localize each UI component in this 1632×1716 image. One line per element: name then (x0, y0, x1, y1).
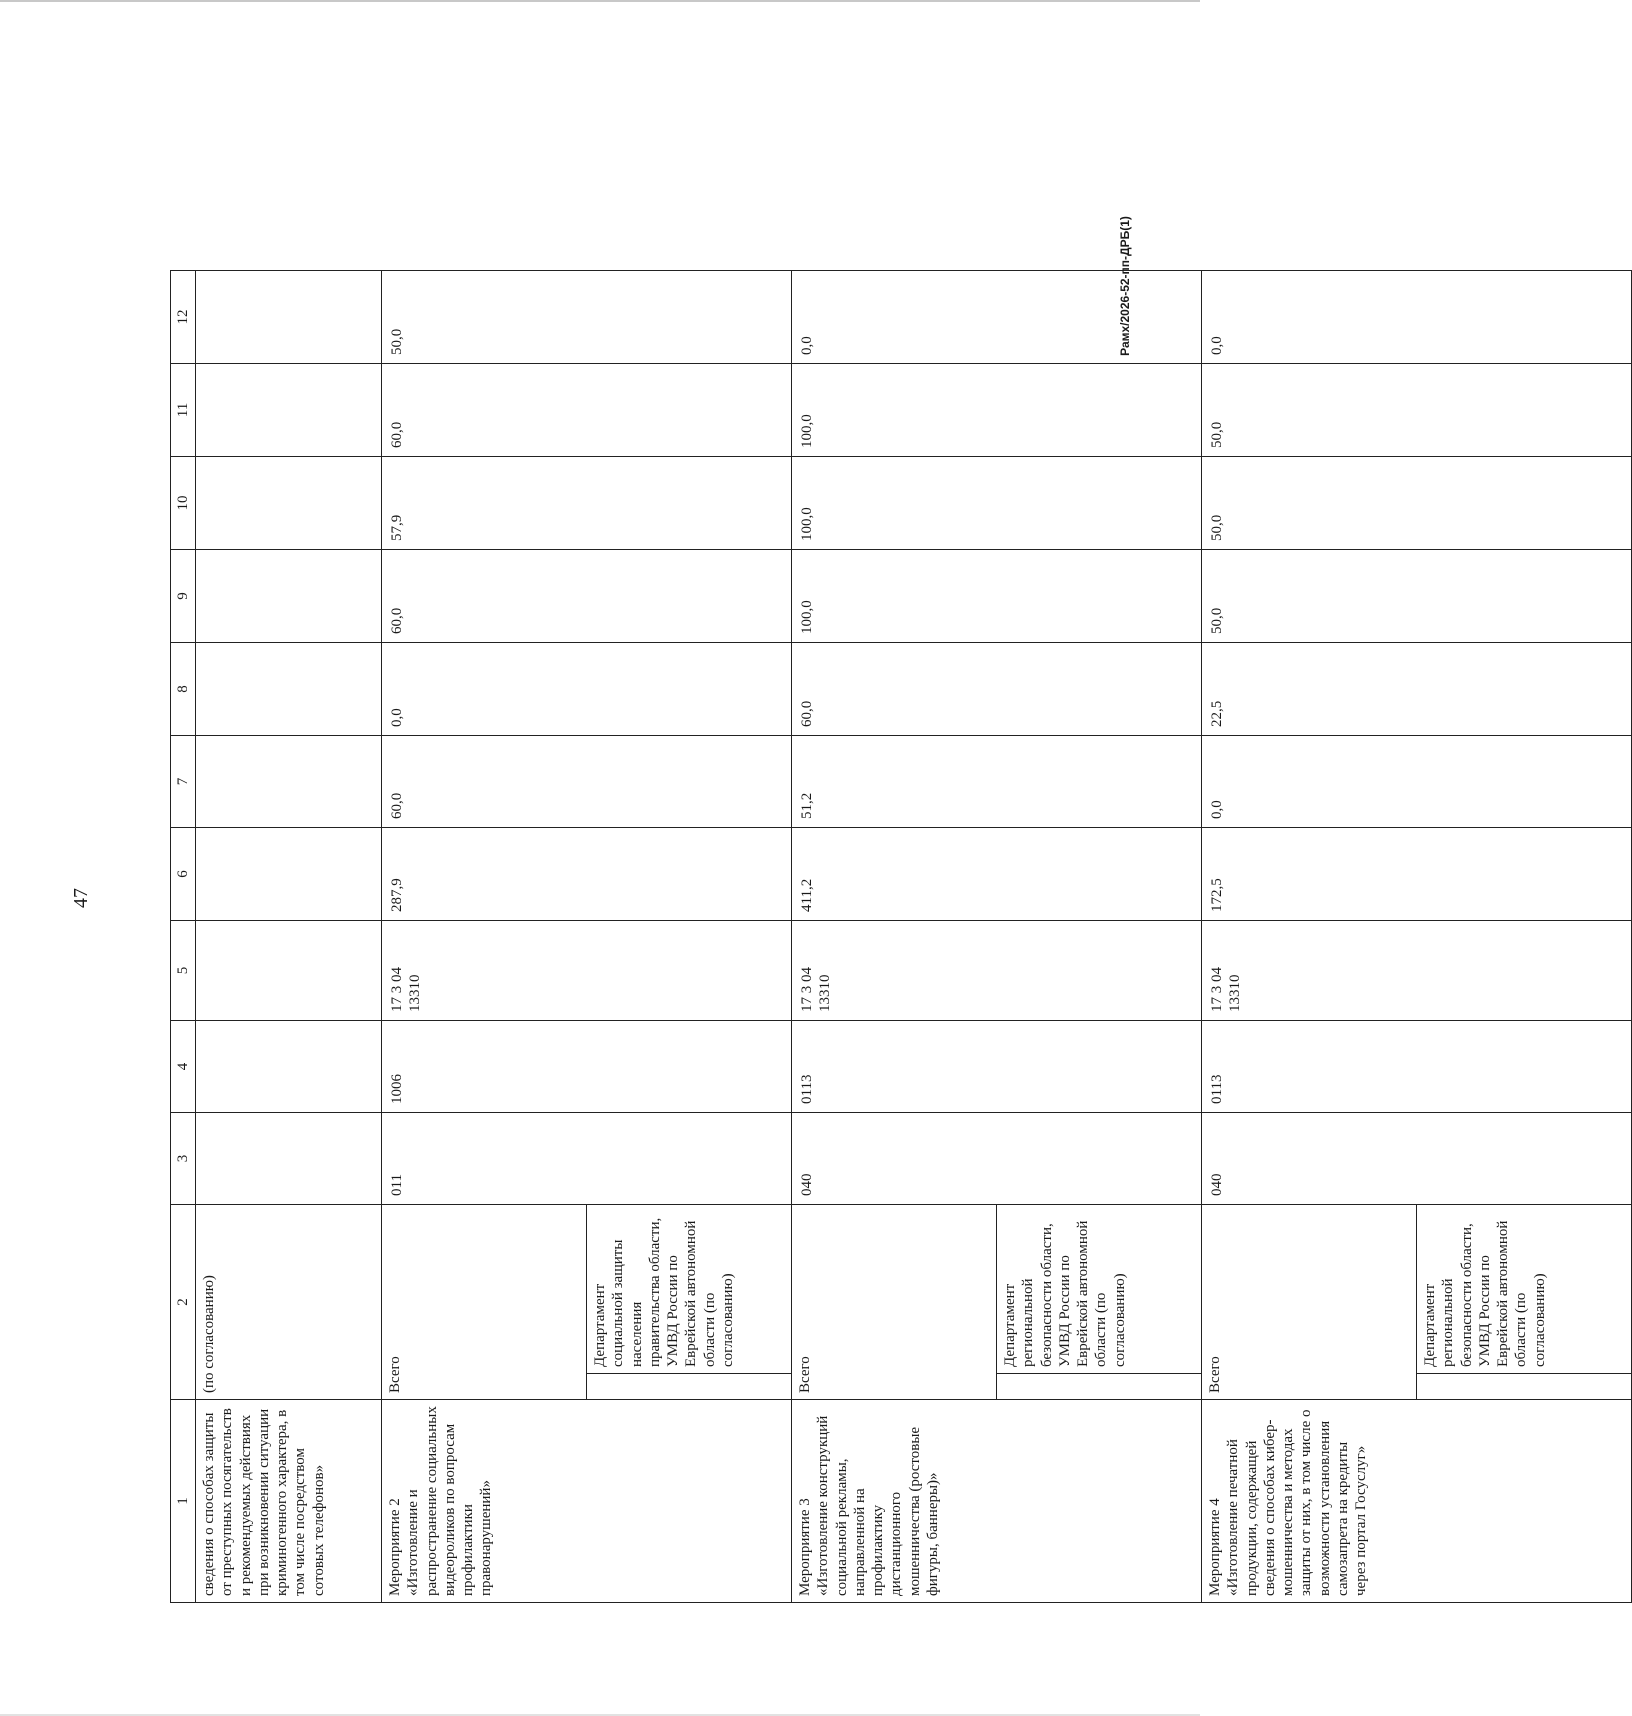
total-label: Всего (382, 1205, 587, 1399)
value-cell: 411,2 (792, 828, 1202, 921)
executor-name: Департамент региональной безопасности области, УМВД России по Еврейской автономной области (по согласованию) (997, 1205, 1202, 1399)
header-cell: 9 (171, 550, 196, 643)
value-cell: 100,0 (792, 364, 1202, 457)
document-code: Рамх/2026-52-пп-ДРБ(1) (1118, 216, 1132, 356)
header-cell: 2 (171, 1205, 196, 1400)
value-cell: 0113 (792, 1021, 1202, 1113)
executor-name: Департамент социальной защиты населения правительства области, УМВД России по Еврейской автономной области (по согласованию) (587, 1205, 792, 1399)
value-cell: 172,5 (1202, 828, 1632, 921)
value-cell: 040 (1202, 1113, 1632, 1205)
value-cell: 50,0 (1202, 550, 1632, 643)
header-cell: 8 (171, 643, 196, 736)
measure-description: Мероприятие 4 «Изготовление печатной продукции, содержащей сведения о способах кибер-мошенничества и методах защиты от них, в том числе о возможности установления самозапрета на кредиты через портал Госуслуг» (1202, 1400, 1632, 1603)
table-row (382, 271, 792, 1603)
value-cell: 50,0 (1202, 364, 1632, 457)
value-cell: 50,0 (1202, 457, 1632, 550)
executor-cell (1202, 1205, 1632, 1400)
value-cell: 0,0 (382, 643, 792, 736)
value-cell: 17 3 04 13310 (792, 921, 1202, 1021)
value-cell: 0,0 (1202, 736, 1632, 828)
value-cell (196, 1021, 382, 1113)
value-cell: 0,0 (792, 271, 1202, 364)
header-cell: 4 (171, 1021, 196, 1113)
header-cell: 1 (171, 1400, 196, 1603)
value-cell: 100,0 (792, 457, 1202, 550)
value-cell: 100,0 (792, 550, 1202, 643)
header-cell: 10 (171, 457, 196, 550)
header-cell: 12 (171, 271, 196, 364)
value-cell: 57,9 (382, 457, 792, 550)
value-cell: 17 3 04 13310 (1202, 921, 1632, 1021)
executor-subtable (1202, 1205, 1631, 1399)
value-cell: 17 3 04 13310 (382, 921, 792, 1021)
value-cell: 60,0 (382, 736, 792, 828)
executor-subtable (792, 1205, 1201, 1399)
value-cell (196, 921, 382, 1021)
value-cell (196, 457, 382, 550)
header-cell: 6 (171, 828, 196, 921)
header-row (171, 271, 196, 1603)
value-cell: 011 (382, 1113, 792, 1205)
budget-table (170, 270, 1632, 1603)
value-cell: 50,0 (382, 271, 792, 364)
value-cell: 1006 (382, 1021, 792, 1113)
value-cell: 60,0 (792, 643, 1202, 736)
table-row (1202, 271, 1632, 1603)
executor-cell (792, 1205, 1202, 1400)
value-cell (196, 828, 382, 921)
header-cell: 5 (171, 921, 196, 1021)
header-cell: 3 (171, 1113, 196, 1205)
executor-cell: (по согласованию) (196, 1205, 382, 1400)
value-cell: 0,0 (1202, 271, 1632, 364)
value-cell: 60,0 (382, 364, 792, 457)
executor-subtable (382, 1205, 791, 1399)
value-cell: 22,5 (1202, 643, 1632, 736)
page-number: 47 (70, 888, 92, 908)
value-cell (196, 643, 382, 736)
table-row (196, 271, 382, 1603)
value-cell (196, 736, 382, 828)
table-row (792, 271, 1202, 1603)
measure-description: Мероприятие 2 «Изготовление и распространение социальных видеороликов по вопросам профилактики правонарушений» (382, 1400, 792, 1603)
total-label: Всего (1202, 1205, 1417, 1399)
measure-description: сведения о способах защиты от преступных посягательств и рекомендуемых действиях при возникновении ситуации криминогенного характера, в том числе посредством сотовых телефонов» (196, 1400, 382, 1603)
header-cell: 11 (171, 364, 196, 457)
total-label: Всего (792, 1205, 997, 1399)
header-cell: 7 (171, 736, 196, 828)
executor-cell (382, 1205, 792, 1400)
value-cell: 0113 (1202, 1021, 1632, 1113)
measure-description: Мероприятие 3 «Изготовление конструкций социальной рекламы, направленной на профилактику дистанционного мошенничества (ростовые фигуры, баннеры)» (792, 1400, 1202, 1603)
value-cell: 040 (792, 1113, 1202, 1205)
executor-name: Департамент региональной безопасности области, УМВД России по Еврейской автономной области (по согласованию) (1417, 1205, 1632, 1399)
value-cell (196, 364, 382, 457)
value-cell (196, 271, 382, 364)
value-cell: 60,0 (382, 550, 792, 643)
value-cell (196, 1113, 382, 1205)
value-cell (196, 550, 382, 643)
value-cell: 287,9 (382, 828, 792, 921)
value-cell: 51,2 (792, 736, 1202, 828)
